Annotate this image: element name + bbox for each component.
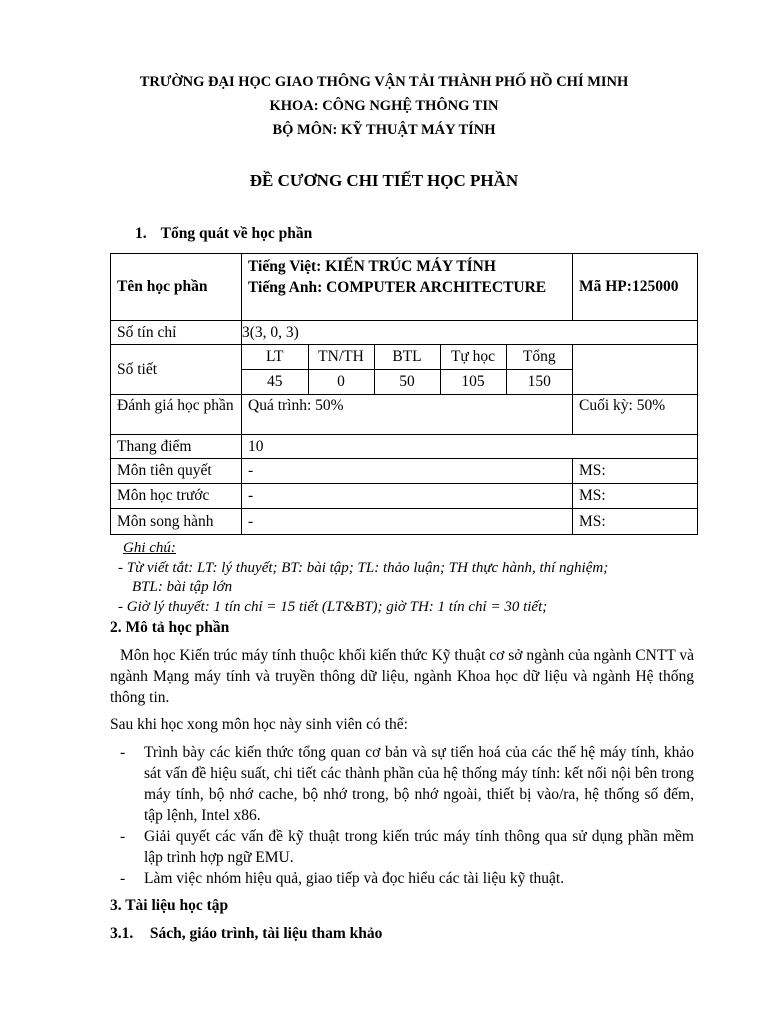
table-row	[111, 345, 698, 395]
course-code: Mã HP:125000	[573, 254, 698, 321]
hours-empty-cell	[573, 345, 698, 395]
course-name-en: Tiếng Anh: COMPUTER ARCHITECTURE	[248, 279, 547, 296]
hours-value-self-study: 105	[440, 370, 506, 395]
learning-outcomes-list	[110, 742, 694, 889]
previous-course-ms: MS:	[573, 484, 698, 509]
credits-value: 3(3, 0, 3)	[242, 321, 698, 345]
hours-table	[242, 345, 572, 394]
scale-label: Thang điểm	[111, 435, 242, 459]
division-name: BỘ MÔN: KỸ THUẬT MÁY TÍNH	[272, 122, 496, 138]
outcome-text: Làm việc nhóm hiệu quả, giao tiếp và đọc hiểu các tài liệu kỹ thuật.	[144, 870, 565, 887]
assessment-label: Đánh giá học phần	[111, 395, 242, 435]
bullet-dash: -	[120, 870, 126, 887]
section-3-1-title: Sách, giáo trình, tài liệu tham khảo	[149, 925, 383, 942]
list-item	[110, 868, 694, 889]
parallel-course-value: -	[242, 509, 573, 535]
previous-course-label: Môn học trước	[111, 484, 242, 509]
hours-value-total: 150	[527, 373, 551, 390]
course-info-table	[110, 253, 698, 535]
section-3-heading: 3. Tài liệu học tập	[110, 897, 229, 914]
list-item	[110, 826, 694, 868]
prereq-ms: MS:	[573, 459, 698, 484]
hours-header-btl: BTL	[374, 345, 440, 370]
section-3-1-number: 3.1.	[110, 925, 134, 942]
hours-header-lt: LT	[242, 345, 308, 370]
prereq-value: -	[242, 459, 573, 484]
hours-label: Số tiết	[111, 345, 242, 395]
hours-value-tnth: 0	[308, 370, 374, 395]
learning-outcomes-intro: Sau khi học xong môn học này sinh viên có thể:	[110, 716, 408, 733]
section-2-heading: 2. Mô tả học phần	[110, 619, 230, 636]
table-row	[111, 509, 698, 535]
hours-value-lt: 45	[242, 370, 308, 395]
university-name: TRƯỜNG ĐẠI HỌC GIAO THÔNG VẬN TẢI THÀNH PHỐ HỒ CHÍ MINH	[139, 74, 629, 90]
course-name-vi: Tiếng Việt: KIẾN TRÚC MÁY TÍNH	[248, 258, 496, 275]
table-row	[111, 459, 698, 484]
bullet-dash: -	[120, 744, 126, 761]
notes-block	[118, 539, 718, 617]
course-name-cell	[242, 254, 573, 321]
table-row	[111, 254, 698, 321]
bullet-dash: -	[120, 828, 126, 845]
notes-credit-hours: - Giờ lý thuyết: 1 tín chỉ = 15 tiết (LT&BT); giờ TH: 1 tín chỉ = 30 tiết;	[118, 598, 548, 615]
prereq-label: Môn tiên quyết	[111, 459, 242, 484]
list-item	[110, 742, 694, 826]
hours-header-self-study: Tự học	[440, 345, 506, 370]
assessment-process: Quá trình: 50%	[242, 395, 573, 435]
course-description-paragraph: Môn học Kiến trúc máy tính thuộc khối kiến thức Kỹ thuật cơ sở ngành của ngành CNTT và ngành Mạng máy tính và truyền thông dữ liệu, ngành Khoa học dữ liệu và ngành Hệ thống thông tin.	[110, 647, 694, 706]
hours-header-total: Tổng	[506, 345, 572, 370]
section-1-number: 1.	[135, 225, 147, 242]
document-title: ĐỀ CƯƠNG CHI TIẾT HỌC PHẦN	[249, 171, 519, 190]
credits-label: Số tín chỉ	[111, 321, 242, 345]
faculty-name: KHOA: CÔNG NGHỆ THÔNG TIN	[269, 98, 499, 114]
notes-abbreviations-cont: BTL: bài tập lớn	[132, 579, 233, 595]
hours-breakdown	[242, 345, 573, 395]
section-1-title: Tổng quát về học phần	[160, 225, 313, 242]
parallel-course-label: Môn song hành	[111, 509, 242, 535]
table-row	[111, 484, 698, 509]
scale-value: 10	[242, 435, 698, 459]
notes-title: Ghi chú:	[123, 540, 176, 556]
hours-value-btl: 50	[374, 370, 440, 395]
section-3-1-heading	[110, 925, 382, 943]
notes-abbreviations: - Từ viết tắt: LT: lý thuyết; BT: bài tập; TL: thảo luận; TH thực hành, thí nghiệm;	[118, 559, 609, 576]
assessment-final: Cuối kỳ: 50%	[573, 395, 698, 435]
section-1-heading	[135, 225, 312, 243]
previous-course-value: -	[242, 484, 573, 509]
hours-value-row	[242, 370, 572, 395]
outcome-text: Trình bày các kiến thức tổng quan cơ bản và sự tiến hoá của các thế hệ máy tính, khảo sát vấn đề hiệu suất, chi tiết các thành phần của hệ thống máy tính: kết nối nội bên trong máy tính, bộ nhớ cache, bộ nhớ trong, bộ nhớ ngoài, thiết bị vào/ra, hệ thống số đếm, tập lệnh, Intel x86.	[144, 744, 694, 824]
course-name-label: Tên học phần	[111, 254, 242, 321]
table-row	[111, 321, 698, 345]
outcome-text: Giải quyết các vấn đề kỹ thuật trong kiến trúc máy tính thông qua sử dụng phần mềm lập trình hợp ngữ EMU.	[144, 828, 694, 866]
table-row	[111, 395, 698, 435]
hours-header-tnth: TN/TH	[308, 345, 374, 370]
hours-header-row	[242, 345, 572, 370]
parallel-course-ms: MS:	[573, 509, 698, 535]
table-row	[111, 435, 698, 459]
